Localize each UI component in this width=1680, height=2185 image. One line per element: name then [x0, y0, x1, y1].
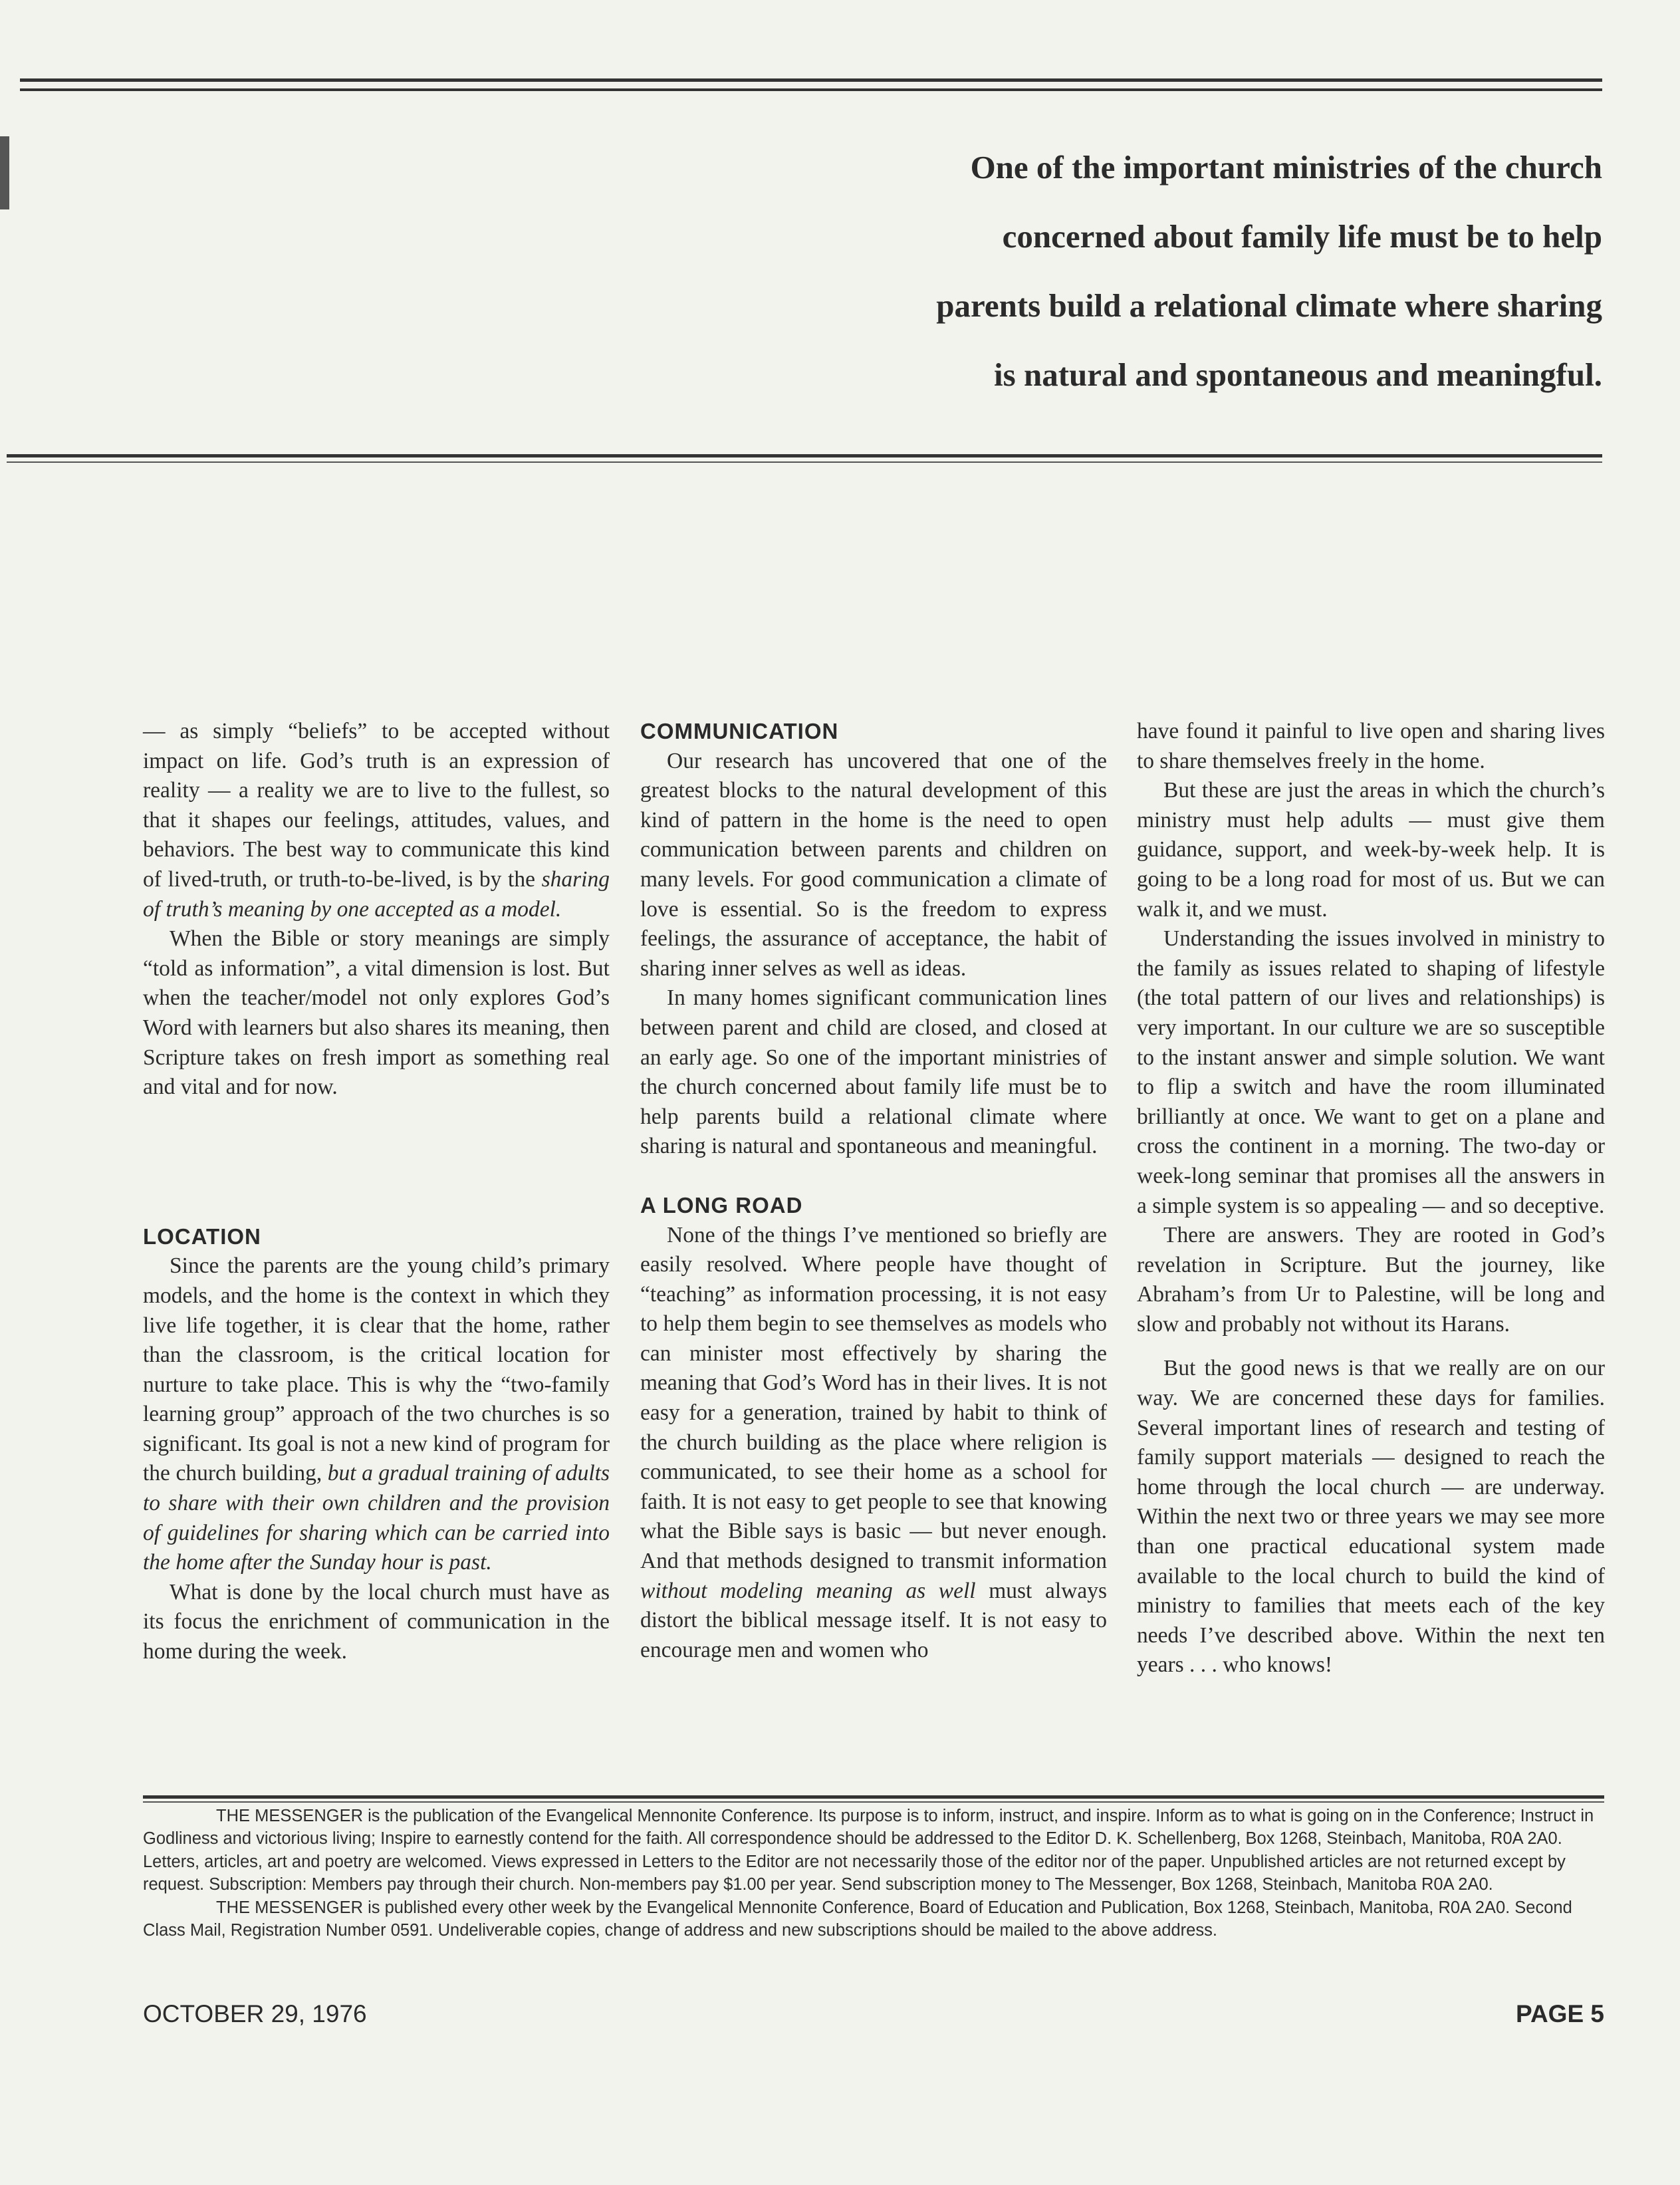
- top-rule: [20, 78, 1602, 82]
- pull-quote-line: parents build a relational climate where sharing: [936, 287, 1602, 324]
- paragraph: But these are just the areas in which the church’s ministry must help adults — must give them guidance, support, and week-by-week help. It is going to be a long road for most of us. But we can walk it, and we must.: [1137, 778, 1605, 922]
- paragraph: When the Bible or story meanings are simply “told as information”, a vital dimension is lost. But when the teacher/model not only explores God’s Word with learners but also shares its meaning, then Scripture takes on fresh import as something real and vital and for now.: [143, 926, 610, 1100]
- page-number: PAGE 5: [1516, 2000, 1604, 2027]
- publication-notice: [143, 1805, 1604, 1942]
- article-column-1: [143, 717, 610, 1667]
- paragraph: Since the parents are the young child’s primary models, and the home is the context in which they live life together, it is clear that the home, rather than the classroom, is the critical location for nurture to take place. This is why the “two-family learning group” approach of the two churches is so significant. Its goal is not a new kind of program for the church building, but a gradual training of adults to share with their own children and the provision of guidelines for sharing which can be carried into the home after the Sunday hour is past.: [143, 1253, 610, 1575]
- notice-paragraph: THE MESSENGER is the publication of the Evangelical Mennonite Conference. Its purpose is to inform, instruct, and inspire. Inform as to what is going on in the Conference; Instruct in Godliness and victorious living; Inspire to earnestly contend for the faith. All correspondence should be addressed to the Editor D. K. Schellenberg, Box 1268, Steinbach, Manitoba, R0A 2A0. Letters, articles, art and poetry are welcomed. Views expressed in Letters to the Editor are not necessarily those of the editor nor of the paper. Unpublished articles are not returned except by request. Subscription: Members pay through their church. Non-members pay $1.00 per year. Send subscription money to The Messenger, Box 1268, Steinbach, Manitoba R0A 2A0.: [143, 1807, 1594, 1894]
- article-column-2: [640, 717, 1107, 1665]
- paragraph: None of the things I’ve mentioned so briefly are easily resolved. Where people have thought of “teaching” as information processing, it is not easy to help them begin to see themselves as models who can minister most effectively by sharing the meaning that God’s Word has in their lives. It is not easy for a generation, trained by habit to think of the church building as the place where religion is communicated, to see their home as a school for faith. It is not easy to get people to see that knowing what the Bible says is basic — but never enough. And that methods designed to transmit information without modeling meaning as well must always distort the biblical message itself. It is not easy to encourage men and women who: [640, 1222, 1107, 1662]
- pull-quote-line: concerned about family life must be to help: [1002, 218, 1602, 255]
- pull-quote: [671, 133, 1602, 410]
- margin-mark: [0, 136, 9, 209]
- footer-rule: [143, 1795, 1604, 1799]
- notice-paragraph: THE MESSENGER is published every other week by the Evangelical Mennonite Conference, Board of Education and Publication, Box 1268, Steinbach, Manitoba, R0A 2A0. Second Class Mail, Registration Number 0591. Undeliverable copies, change of address and new subscriptions should be mailed to the above address.: [143, 1898, 1572, 1940]
- paragraph: But the good news is that we really are on our way. We are concerned these days for families. Several important lines of research and testing of family support materials — designed to reach the home through the local church — are underway. Within the next two or three years we may see more than one practical educational system made available to the local church to build the kind of ministry to families that meets each of the key needs I’ve described above. Within the next ten years . . . who knows!: [1137, 1356, 1605, 1678]
- paragraph: There are answers. They are rooted in God’s revelation in Scripture. But the journey, like Abraham’s from Ur to Palestine, will be long and slow and probably not without its Harans.: [1137, 1223, 1605, 1337]
- section-heading-long-road: A LONG ROAD: [640, 1192, 803, 1218]
- paragraph: What is done by the local church must have as its focus the enrichment of communication in the home during the week.: [143, 1579, 610, 1664]
- top-rule-thin: [20, 88, 1602, 91]
- paragraph: In many homes significant communication lines between parent and child are closed, and closed at an early age. So one of the important ministries of the church concerned about family life must be to help parents build a relational climate where sharing is natural and spontaneous and meaningful.: [640, 985, 1107, 1159]
- paragraph: Understanding the issues involved in ministry to the family as issues related to shaping of lifestyle (the total pattern of our lives and relationships) is very important. In our culture we are so susceptible to the instant answer and simple solution. We want to flip a switch and have the room illuminated brilliantly at once. We want to get on a plane and cross the continent in a morning. The two-day or week-long seminar that promises all the answers in a simple system is so appealing — and so deceptive.: [1137, 926, 1605, 1218]
- issue-date: OCTOBER 29, 1976: [143, 2000, 367, 2027]
- pull-quote-line: One of the important ministries of the church: [970, 149, 1602, 186]
- middle-rule: [7, 454, 1602, 457]
- pull-quote-line: is natural and spontaneous and meaningful.: [994, 356, 1602, 393]
- article-column-3: [1137, 717, 1605, 1680]
- section-heading-location: LOCATION: [143, 1223, 261, 1249]
- footer-rule-thin: [143, 1801, 1604, 1803]
- paragraph: Our research has uncovered that one of the greatest blocks to the natural development of this kind of pattern in the home is the need to open communication between parents and children on many levels. For good communication a climate of love is essential. So is the freedom to express feelings, the assurance of acceptance, the habit of sharing inner selves as well as ideas.: [640, 748, 1107, 981]
- middle-rule-thin: [7, 461, 1602, 463]
- section-heading-communication: COMMUNICATION: [640, 719, 839, 743]
- paragraph: — as simply “beliefs” to be accepted without impact on life. God’s truth is an expression of reality — a reality we are to live to the fullest, so that it shapes our feelings, attitudes, values, and behaviors. The best way to communicate this kind of lived-truth, or truth-to-be-lived, is by the sharing of truth’s meaning by one accepted as a model.: [143, 719, 610, 922]
- paragraph: have found it painful to live open and sharing lives to share themselves freely in the home.: [1137, 719, 1605, 773]
